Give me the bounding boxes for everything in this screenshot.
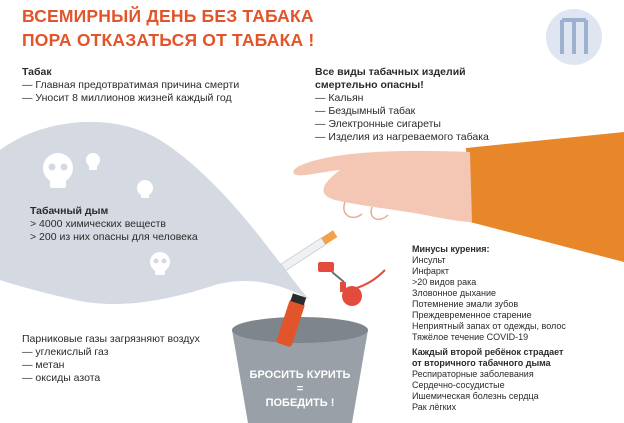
list-item: Ишемическая болезнь сердца: [412, 391, 539, 401]
list-item: — Изделия из нагреваемого табака: [315, 131, 489, 143]
tobacco-facts: [22, 66, 239, 105]
bin-slogan: [248, 368, 352, 410]
list-item: Преждевременное старение: [412, 310, 532, 320]
list-item: — Кальян: [315, 92, 364, 104]
list-item: — Электронные сигареты: [315, 118, 441, 130]
smoke-heading: Табачный дым: [30, 205, 109, 217]
smoke-facts: [30, 205, 198, 244]
list-item: Респираторные заболевания: [412, 369, 534, 379]
list-item: Неприятный запах от одежды, волос: [412, 321, 566, 331]
list-item: — оксиды азота: [22, 372, 101, 384]
trash-bin-rim: [232, 317, 368, 343]
sleeve: [466, 132, 624, 262]
list-item: — метан: [22, 359, 65, 371]
page-title-line2: ПОРА ОТКАЗАТЬСЯ ОТ ТАБАКА !: [22, 30, 315, 50]
list-item: Рак лёгких: [412, 402, 457, 412]
slogan-line2: =: [296, 383, 304, 395]
hand: [293, 151, 472, 222]
hookah-icon: [318, 262, 385, 306]
list-item: — углекислый газ: [22, 346, 109, 358]
children-heading-line2: от вторичного табачного дыма: [412, 358, 551, 368]
list-item: > 200 из них опасны для человека: [30, 231, 198, 243]
children-secondhand-smoke: [412, 347, 563, 413]
page-title-line1: ВСЕМИРНЫЙ ДЕНЬ БЕЗ ТАБАКА: [22, 6, 314, 26]
smoking-cons: [412, 244, 566, 343]
children-heading-line1: Каждый второй ребёнок страдает: [412, 347, 564, 357]
gases-heading: Парниковые газы загрязняют воздух: [22, 333, 200, 345]
cons-heading: Минусы курения:: [412, 244, 490, 254]
list-item: > 4000 химических веществ: [30, 218, 167, 230]
list-item: Тяжёлое течение COVID-19: [412, 332, 529, 342]
list-item: Потемнение эмали зубов: [412, 299, 519, 309]
slogan-line3: ПОБЕДИТЬ !: [265, 397, 335, 409]
products-heading-line2: смертельно опасны!: [315, 79, 424, 91]
tobacco-heading: Табак: [22, 66, 52, 78]
list-item: Инфаркт: [412, 266, 450, 276]
stylized-letter-logo-icon: [546, 9, 602, 65]
list-item: Сердечно-сосудистые: [412, 380, 505, 390]
slogan-line1: БРОСИТЬ КУРИТЬ: [249, 369, 351, 381]
list-item: — Бездымный табак: [315, 105, 416, 117]
greenhouse-gases: [22, 333, 200, 385]
list-item: >20 видов рака: [412, 277, 477, 287]
list-item: Инсульт: [412, 255, 446, 265]
tobacco-products: [315, 66, 489, 144]
products-heading-line1: Все виды табачных изделий: [315, 66, 466, 78]
list-item: — Уносит 8 миллионов жизней каждый год: [22, 92, 232, 104]
list-item: — Главная предотвратимая причина смерти: [22, 79, 240, 91]
list-item: Зловонное дыхание: [412, 288, 497, 298]
